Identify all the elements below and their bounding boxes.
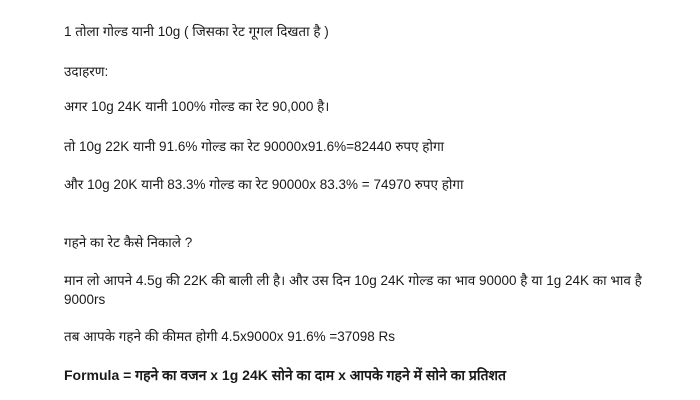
example-heading: उदाहरण: (64, 64, 109, 79)
jewelry-rate-question: गहने का रेट कैसे निकाले ? (64, 235, 193, 250)
jewelry-price-result: तब आपके गहने की कीमत होगी 4.5x9000x 91.6% =37098 Rs (64, 329, 396, 344)
example-line-22k: तो 10g 22K यानी 91.6% गोल्ड का रेट 90000x91.6%=82440 रुपए होगा (64, 139, 445, 154)
example-line-24k: अगर 10g 24K यानी 100% गोल्ड का रेट 90,000 है। (64, 99, 330, 114)
example-line-20k: और 10g 20K यानी 83.3% गोल्ड का रेट 90000x 83.3% = 74970 रुपए होगा (64, 177, 464, 192)
jewelry-example-paragraph: मान लो आपने 4.5g की 22K की बाली ली है। और उस दिन 10g 24K गोल्ड का भाव 90000 है या 1g 24K का भाव है 9000rs (64, 273, 642, 307)
intro-line-tola-definition: 1 तोला गोल्ड यानी 10g ( जिसका रेट गूगल दिखता है ) (64, 24, 329, 39)
formula-line: Formula = गहने का वजन x 1g 24K सोने का दाम x आपके गहने में सोने का प्रतिशत (64, 367, 506, 383)
